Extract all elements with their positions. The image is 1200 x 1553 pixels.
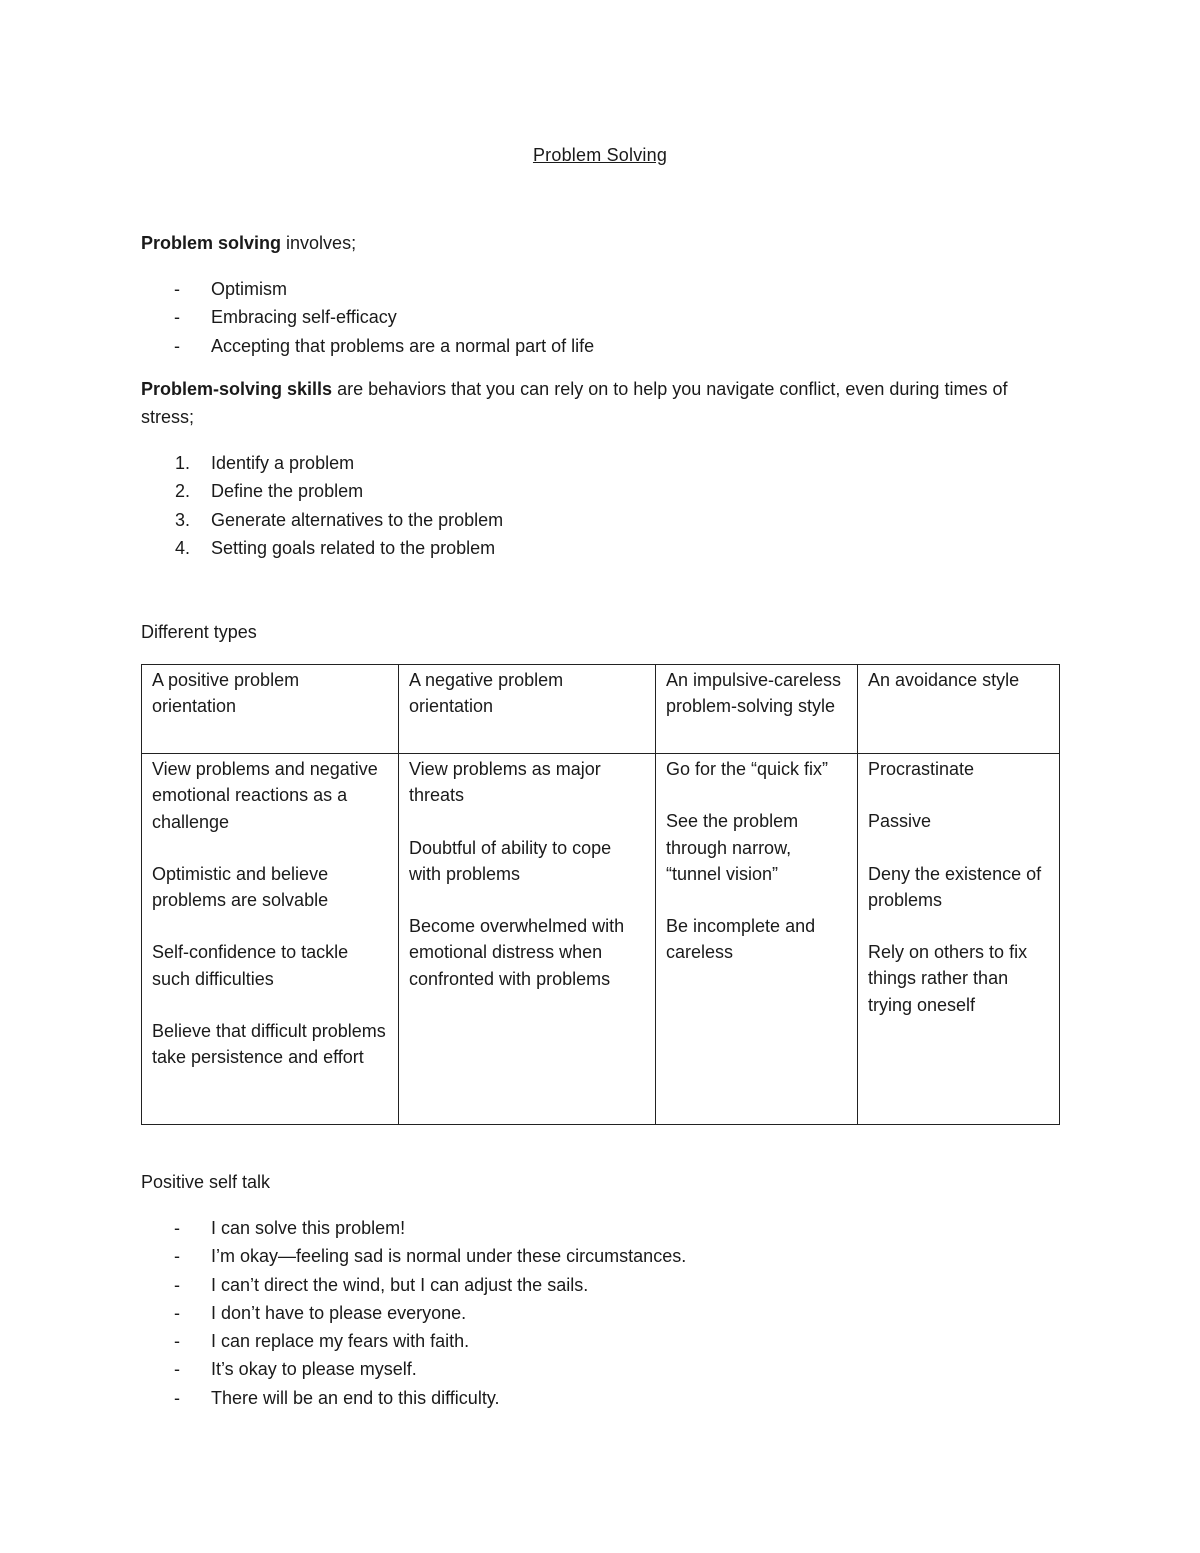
list-item: - I don’t have to please everyone. — [141, 1299, 1041, 1327]
cell-item: See the problem through narrow, “tunnel vision” — [666, 811, 799, 884]
dash-marker: - — [174, 1246, 180, 1267]
list-item: 3. Generate alternatives to the problem — [141, 506, 1041, 534]
list-item: 4. Setting goals related to the problem — [141, 534, 1041, 562]
intro-text: involves; — [281, 233, 357, 253]
list-item: - Embracing self-efficacy — [141, 303, 1041, 331]
cell-item: Self-confidence to tackle such difficulties — [152, 942, 349, 989]
step-number: 1. — [175, 453, 191, 473]
table-cell — [142, 754, 399, 1125]
list-item: - There will be an end to this difficulty. — [141, 1384, 1041, 1412]
table-header-cell: An impulsive-careless problem-solving style — [656, 665, 858, 754]
list-item: 2. Define the problem — [141, 477, 1041, 505]
skills-steps-list — [141, 449, 1041, 562]
types-table — [141, 664, 1060, 1125]
list-item: - I can’t direct the wind, but I can adjust the sails. — [141, 1271, 1041, 1299]
cell-item: Procrastinate — [868, 759, 975, 779]
intro-bold-term: Problem solving — [141, 233, 282, 253]
list-item: - I’m okay—feeling sad is normal under these circumstances. — [141, 1242, 1041, 1270]
table-header-cell: An avoidance style — [858, 665, 1060, 754]
list-item: - I can solve this problem! — [141, 1214, 1041, 1242]
dash-marker: - — [174, 1331, 180, 1352]
step-number: 3. — [175, 509, 191, 530]
cell-item: Rely on others to fix things rather than trying oneself — [868, 942, 1028, 1015]
skills-text: are behaviors that you can rely on to help you navigate conflict, even during times of stress; — [141, 379, 1008, 427]
cell-item: View problems and negative emotional reactions as a challenge — [152, 759, 378, 832]
types-label: Different types — [141, 622, 257, 642]
table-cell — [399, 754, 656, 1125]
list-item: - It’s okay to please myself. — [141, 1355, 1041, 1383]
dash-marker: - — [174, 1387, 180, 1408]
dash-marker: - — [174, 1302, 180, 1323]
skills-bold-term: Problem-solving skills — [141, 379, 333, 399]
intro-list — [141, 275, 1041, 360]
list-item: - I can replace my fears with faith. — [141, 1327, 1041, 1355]
page-title: Problem Solving — [532, 145, 668, 165]
cell-item: Deny the existence of problems — [868, 863, 1042, 910]
cell-item: Become overwhelmed with emotional distress when confronted with problems — [409, 916, 625, 989]
list-item: - Accepting that problems are a normal part of life — [141, 332, 1041, 360]
self-talk-label: Positive self talk — [141, 1172, 271, 1192]
table-cell — [858, 754, 1060, 1125]
list-item: 1. Identify a problem — [141, 449, 1041, 477]
dash-marker: - — [174, 279, 180, 299]
dash-marker: - — [174, 307, 180, 328]
dash-marker: - — [174, 1359, 180, 1380]
cell-item: Believe that difficult problems take persistence and effort — [152, 1021, 386, 1068]
step-number: 2. — [175, 481, 191, 502]
self-talk-list — [141, 1214, 1041, 1412]
dash-marker: - — [174, 1218, 180, 1238]
step-number: 4. — [175, 537, 191, 558]
table-row — [142, 754, 1060, 1125]
cell-item: Go for the “quick fix” — [666, 759, 829, 779]
cell-item: View problems as major threats — [409, 759, 601, 806]
list-item: - Optimism — [141, 275, 1041, 303]
cell-item: Be incomplete and careless — [666, 916, 816, 963]
table-header-row — [142, 665, 1060, 754]
cell-item: Optimistic and believe problems are solvable — [152, 863, 329, 911]
cell-item: Doubtful of ability to cope with problems — [409, 837, 612, 884]
table-header-cell: A negative problem orientation — [399, 665, 656, 754]
cell-item: Passive — [868, 811, 932, 832]
skills-paragraph — [141, 375, 1041, 431]
table-header-cell: A positive problem orientation — [142, 665, 399, 754]
table-cell — [656, 754, 858, 1125]
intro-paragraph — [141, 229, 1041, 257]
dash-marker: - — [174, 1274, 180, 1295]
dash-marker: - — [174, 335, 180, 356]
